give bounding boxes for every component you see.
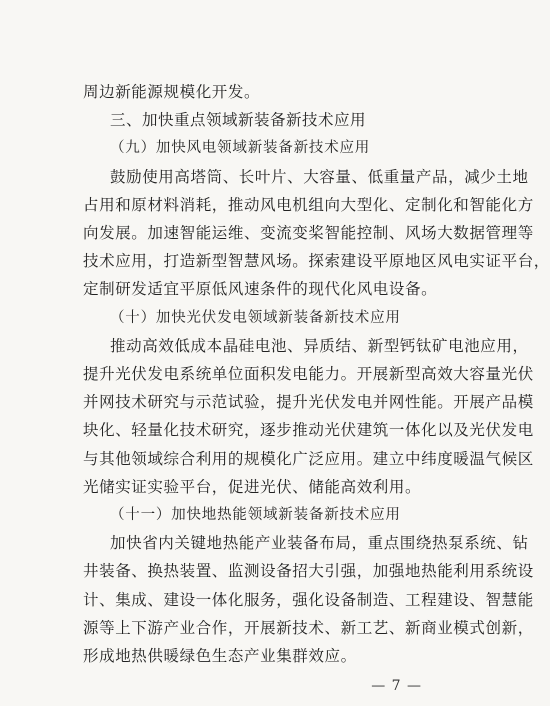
paragraph-line: 定制研发适宜平原低风速条件的现代化风电设备。 xyxy=(83,280,438,299)
paragraph-line: 推动高效低成本晶硅电池、异质结、新型钙钛矿电池应用， xyxy=(110,336,529,355)
paragraph-line: 计、集成、建设一体化服务，强化设备制造、工程建设、智慧能 xyxy=(83,590,534,609)
paragraph-line: 光储实证实验平台，促进光伏、储能高效利用。 xyxy=(83,477,422,496)
paragraph-line: 源等上下游产业合作，开展新技术、新工艺、新商业模式创新， xyxy=(83,618,534,637)
paragraph-line: 鼓励使用高塔筒、长叶片、大容量、低重量产品，减少土地 xyxy=(110,167,529,186)
paragraph-line: 提升光伏发电系统单位面积发电能力。开展新型高效大容量光伏 xyxy=(83,365,534,383)
paragraph-line: 井装备、换热装置、监测设备招大引强，加强地热能利用系统设 xyxy=(83,562,534,581)
paragraph-line: 加快省内关键地热能产业装备布局，重点围绕热泵系统、钻 xyxy=(110,534,529,553)
paragraph-line: 占用和原材料消耗，推动风电机组向大型化、定制化和智能化方 xyxy=(83,195,534,214)
paragraph-line: 块化、轻量化技术研究，逐步推动光伏建筑一体化以及光伏发电 xyxy=(83,421,534,440)
subsection-heading: （十一）加快地热能领域新装备新技术应用 xyxy=(110,507,401,523)
subsection-heading: （九）加快风电领域新装备新技术应用 xyxy=(110,140,371,157)
section-heading: 三、加快重点领域新装备新技术应用 xyxy=(110,111,367,130)
paragraph-line: 向发展。加速智能运维、变流变桨智能控制、风场大数据管理等 xyxy=(83,224,534,242)
paragraph-line: 与其他领域综合利用的规模化广泛应用。建立中纬度暖温气候区 xyxy=(83,449,534,468)
paragraph-line: 形成地热供暖绿色生态产业集群效应。 xyxy=(83,647,357,665)
paragraph-line: 周边新能源规模化开发。 xyxy=(83,83,261,101)
subsection-heading: （十）加快光伏发电领域新装备新技术应用 xyxy=(110,309,401,326)
paragraph-line: 并网技术研究与示范试验，提升光伏发电并网性能。开展产品模 xyxy=(83,393,534,412)
page-number: — 7 — xyxy=(371,678,422,695)
paragraph-line: 技术应用，打造新型智慧风场。探索建设平原地区风电实证平台， xyxy=(83,252,550,271)
